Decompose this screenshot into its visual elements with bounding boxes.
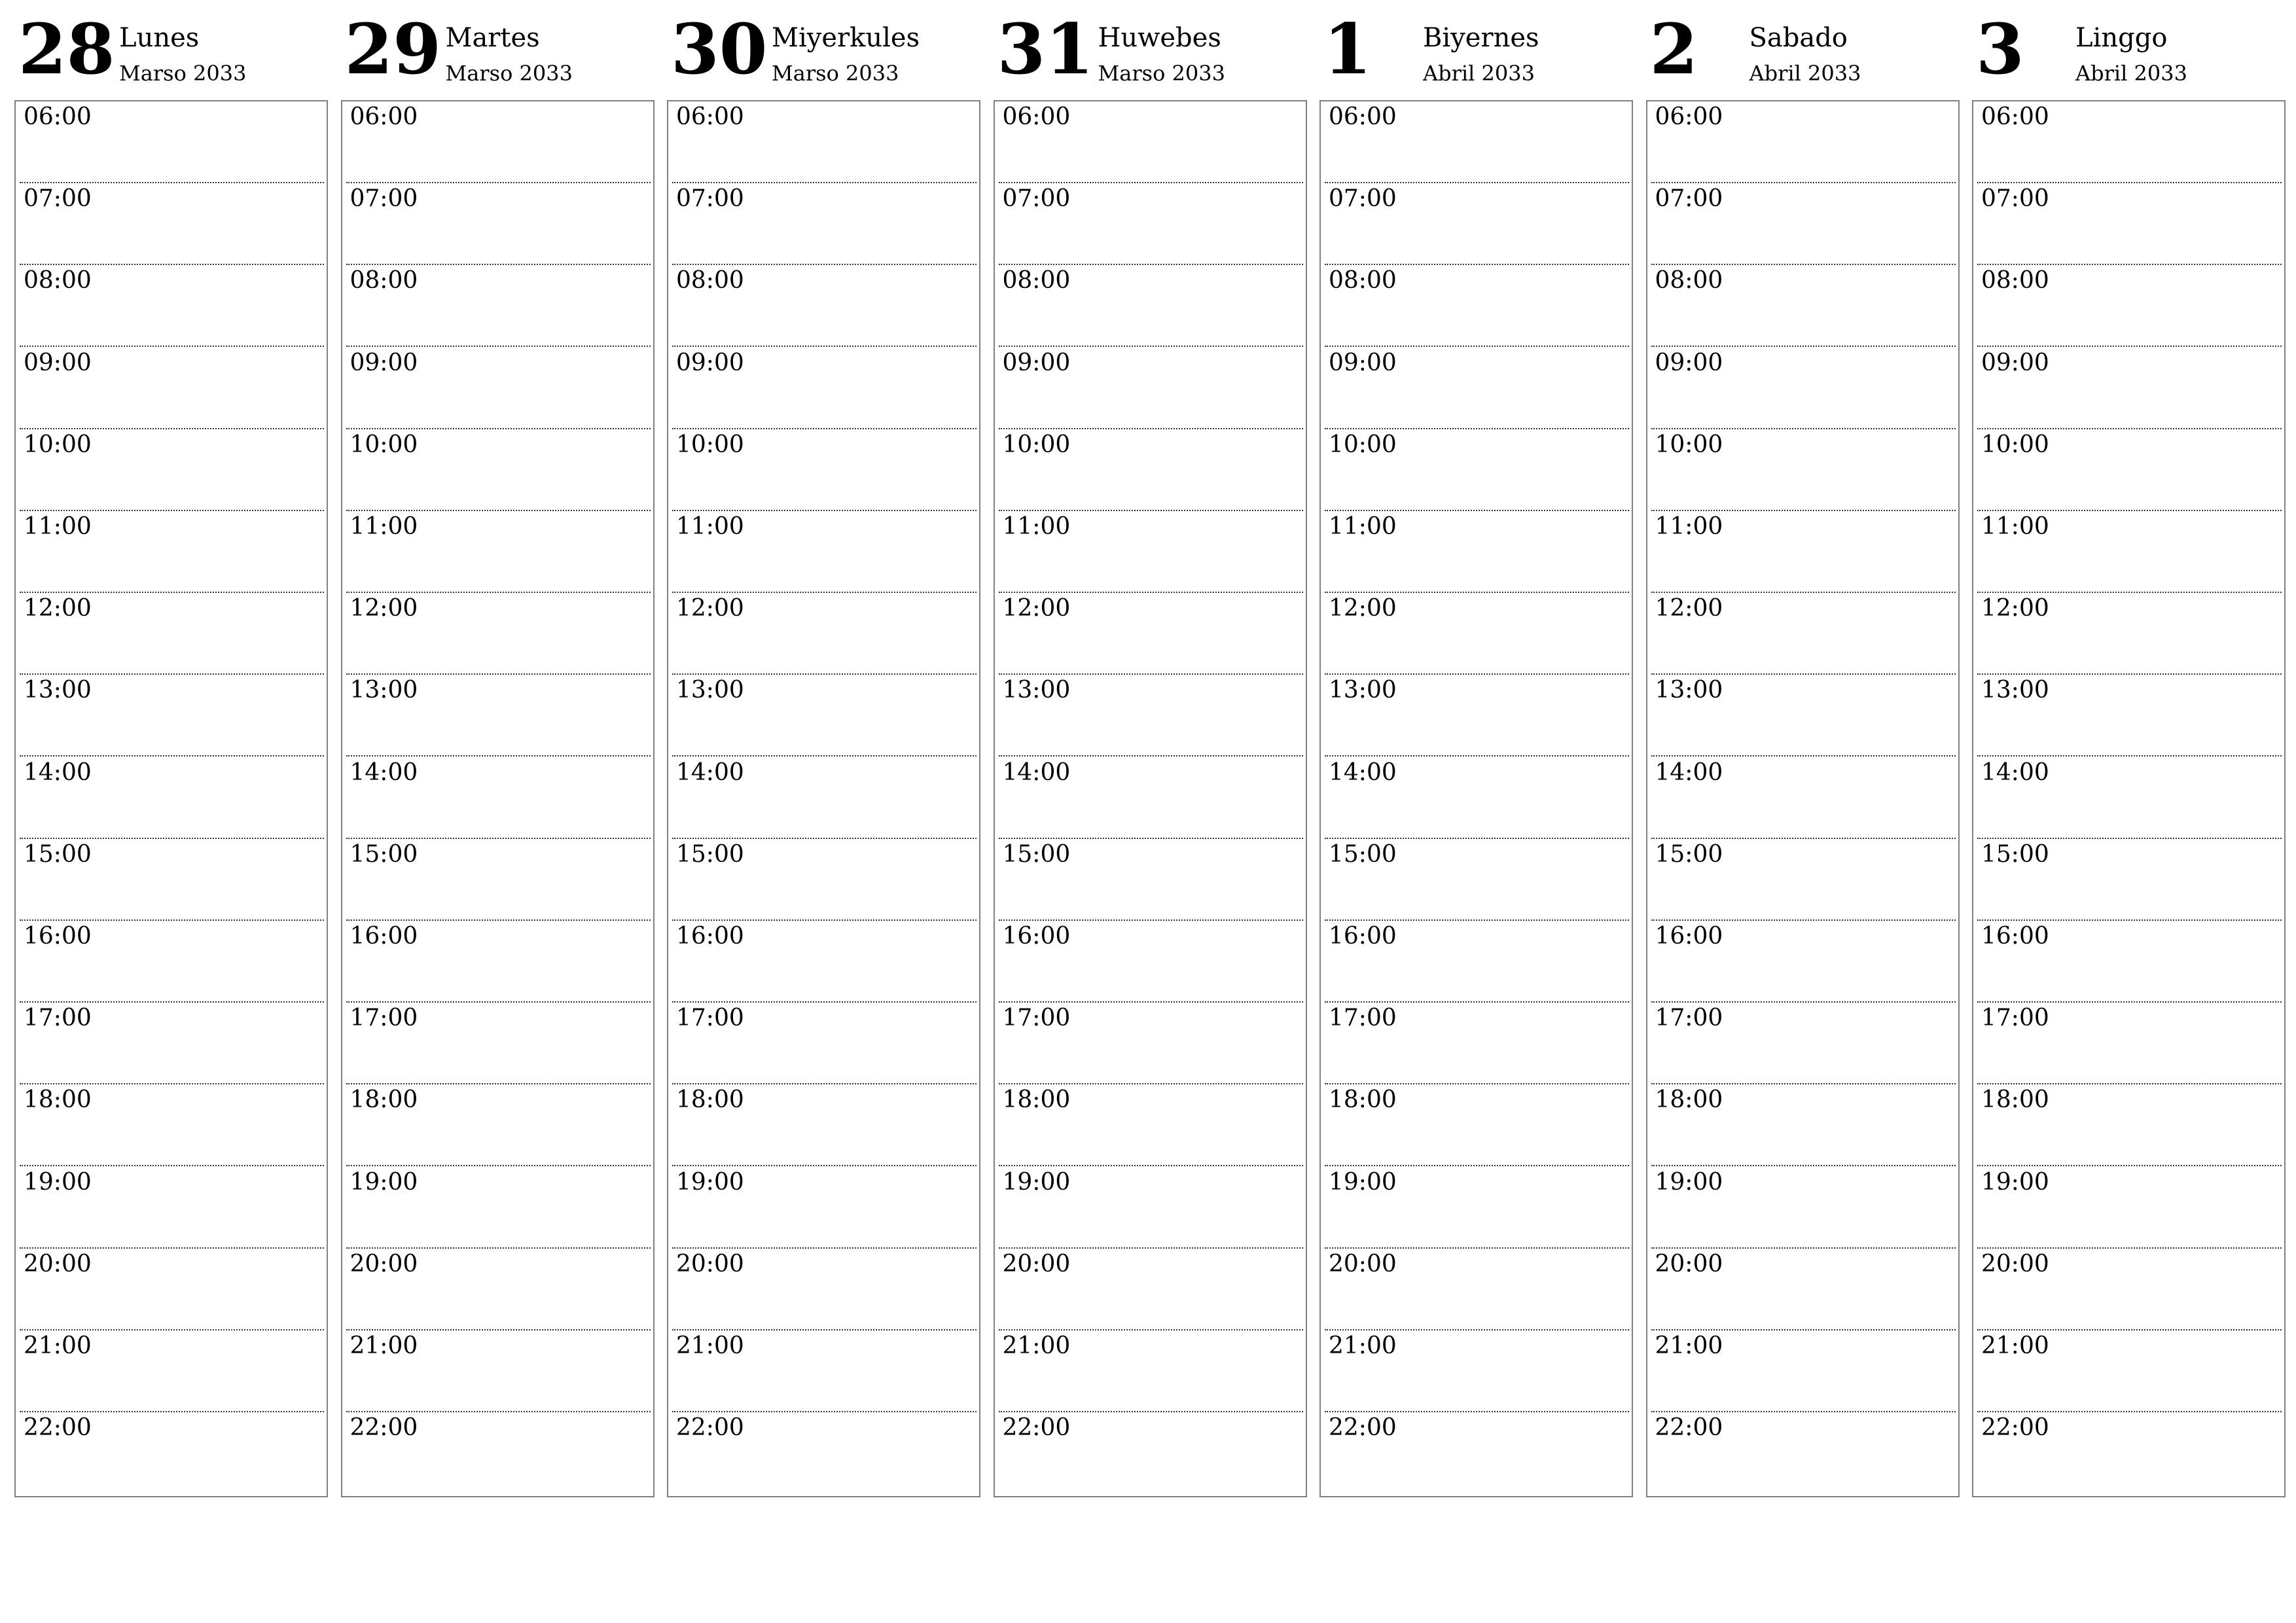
time-label: 18:00 [676,1086,744,1114]
day-schedule-box[interactable] [667,100,980,1497]
time-slot[interactable] [16,429,327,511]
time-label: 18:00 [1981,1086,2049,1114]
day-schedule-box[interactable] [1646,100,1960,1497]
time-slot[interactable] [16,101,327,183]
day-schedule-box[interactable] [994,100,1307,1497]
time-slot[interactable] [668,183,979,265]
time-label: 06:00 [24,103,92,130]
time-label: 09:00 [1329,349,1397,376]
time-label: 08:00 [1002,267,1071,294]
time-slot[interactable] [995,593,1306,675]
time-label: 07:00 [24,185,92,213]
time-label: 22:00 [1655,1414,1723,1442]
time-slot[interactable] [668,101,979,183]
time-slot[interactable] [995,1412,1306,1494]
time-slot[interactable] [668,1167,979,1249]
time-label: 07:00 [1002,185,1071,213]
time-slot[interactable] [995,183,1306,265]
time-label: 22:00 [24,1414,92,1442]
time-slot[interactable] [16,1249,327,1330]
time-label: 15:00 [1655,840,1723,868]
time-label: 09:00 [350,349,418,376]
time-slot[interactable] [1321,348,1632,429]
time-slot[interactable] [1973,1249,2284,1330]
time-slot[interactable] [995,1249,1306,1330]
time-slot[interactable] [342,1330,653,1412]
time-label: 09:00 [1655,349,1723,376]
day-schedule-box[interactable] [1319,100,1633,1497]
time-slot[interactable] [1321,921,1632,1003]
time-label: 19:00 [350,1168,418,1196]
time-label: 13:00 [676,677,744,704]
time-slot[interactable] [668,1084,979,1166]
time-slot[interactable] [1647,101,1958,183]
time-label: 19:00 [1329,1168,1397,1196]
time-label: 08:00 [676,267,744,294]
time-label: 15:00 [676,840,744,868]
day-month-year: Abril 2033 [2075,61,2187,86]
time-label: 19:00 [24,1168,92,1196]
time-label: 14:00 [1981,758,2049,786]
time-label: 20:00 [1981,1250,2049,1277]
time-slot[interactable] [995,675,1306,757]
time-slot[interactable] [342,1084,653,1166]
time-label: 17:00 [1329,1005,1397,1032]
time-slot[interactable] [342,348,653,429]
time-label: 07:00 [1981,185,2049,213]
day-number: 28 [18,8,115,90]
time-label: 22:00 [350,1414,418,1442]
time-slot[interactable] [1973,757,2284,839]
time-slot[interactable] [1973,1003,2284,1084]
time-label: 16:00 [676,923,744,950]
time-slot[interactable] [342,675,653,757]
day-month-year: Marso 2033 [119,61,247,86]
day-header [1646,0,1960,98]
time-label: 20:00 [350,1250,418,1277]
time-label: 08:00 [24,267,92,294]
time-label: 21:00 [1329,1332,1397,1359]
time-label: 12:00 [676,595,744,622]
time-slot[interactable] [1647,183,1958,265]
time-slot[interactable] [1321,265,1632,347]
time-label: 11:00 [1329,513,1397,540]
time-slot[interactable] [1321,101,1632,183]
time-label: 19:00 [1981,1168,2049,1196]
day-header [1319,0,1633,98]
time-slot[interactable] [342,511,653,593]
time-slot[interactable] [342,429,653,511]
time-label: 11:00 [350,513,418,540]
day-name: Huwebes [1098,23,1221,53]
time-label: 21:00 [676,1332,744,1359]
time-label: 22:00 [1002,1414,1071,1442]
time-label: 19:00 [676,1168,744,1196]
time-label: 09:00 [24,349,92,376]
day-name: Sabado [1749,23,1848,53]
time-label: 11:00 [676,513,744,540]
time-slot[interactable] [1321,1167,1632,1249]
time-slot[interactable] [1973,839,2284,921]
time-slot[interactable] [1973,429,2284,511]
time-slot[interactable] [342,757,653,839]
time-label: 20:00 [1329,1250,1397,1277]
time-label: 08:00 [1329,267,1397,294]
time-label: 16:00 [1329,923,1397,950]
time-slot[interactable] [1647,1003,1958,1084]
time-label: 08:00 [350,267,418,294]
time-slot[interactable] [1647,429,1958,511]
time-slot[interactable] [1973,1084,2284,1166]
time-slot[interactable] [16,1412,327,1494]
day-name: Biyernes [1423,23,1539,53]
time-label: 09:00 [676,349,744,376]
time-slot[interactable] [668,1003,979,1084]
time-slot[interactable] [668,1249,979,1330]
time-slot[interactable] [668,675,979,757]
time-slot[interactable] [16,675,327,757]
time-label: 10:00 [1329,431,1397,458]
time-label: 21:00 [1655,1332,1723,1359]
time-label: 07:00 [676,185,744,213]
time-label: 10:00 [1002,431,1071,458]
time-slot[interactable] [1973,1330,2284,1412]
time-slot[interactable] [16,1167,327,1249]
time-slot[interactable] [995,1003,1306,1084]
time-label: 08:00 [1981,267,2049,294]
time-label: 09:00 [1981,349,2049,376]
time-slot[interactable] [995,1167,1306,1249]
time-slot[interactable] [1973,1412,2284,1494]
time-label: 12:00 [1002,595,1071,622]
time-slot[interactable] [1321,1084,1632,1166]
time-slot[interactable] [1647,1167,1958,1249]
day-schedule-box[interactable] [341,100,655,1497]
time-slot[interactable] [16,593,327,675]
time-label: 22:00 [1981,1414,2049,1442]
day-number: 1 [1323,8,1372,90]
time-label: 14:00 [1002,758,1071,786]
time-slot[interactable] [1647,839,1958,921]
time-label: 10:00 [350,431,418,458]
time-label: 07:00 [1655,185,1723,213]
time-slot[interactable] [1647,757,1958,839]
time-slot[interactable] [1647,1249,1958,1330]
time-slot[interactable] [995,757,1306,839]
time-slot[interactable] [1973,593,2284,675]
time-slot[interactable] [668,839,979,921]
time-slot[interactable] [342,593,653,675]
time-slot[interactable] [1973,1167,2284,1249]
time-slot[interactable] [995,429,1306,511]
time-slot[interactable] [1973,921,2284,1003]
time-slot[interactable] [342,1167,653,1249]
time-slot[interactable] [995,921,1306,1003]
time-label: 15:00 [350,840,418,868]
time-label: 21:00 [1981,1332,2049,1359]
time-slot[interactable] [1321,839,1632,921]
time-label: 12:00 [1329,595,1397,622]
time-label: 16:00 [1002,923,1071,950]
time-label: 16:00 [24,923,92,950]
time-label: 10:00 [1655,431,1723,458]
time-slot[interactable] [995,1330,1306,1412]
time-label: 11:00 [1981,513,2049,540]
time-slot[interactable] [342,183,653,265]
time-slot[interactable] [342,1412,653,1494]
time-slot[interactable] [1647,1084,1958,1166]
day-header [667,0,980,98]
time-label: 14:00 [24,758,92,786]
time-label: 22:00 [676,1414,744,1442]
time-label: 10:00 [1981,431,2049,458]
time-label: 21:00 [350,1332,418,1359]
day-number: 30 [671,8,768,90]
day-month-year: Marso 2033 [1098,61,1225,86]
time-slot[interactable] [1647,265,1958,347]
time-label: 14:00 [1655,758,1723,786]
time-label: 06:00 [1981,103,2049,130]
time-label: 17:00 [1655,1005,1723,1032]
time-label: 17:00 [350,1005,418,1032]
time-label: 11:00 [1002,513,1071,540]
time-label: 17:00 [1002,1005,1071,1032]
day-name: Lunes [119,23,200,53]
time-label: 15:00 [1981,840,2049,868]
day-number: 2 [1649,8,1698,90]
time-slot[interactable] [668,1412,979,1494]
day-header [1972,0,2286,98]
time-slot[interactable] [1973,265,2284,347]
time-slot[interactable] [1973,101,2284,183]
day-month-year: Marso 2033 [445,61,573,86]
time-label: 06:00 [1002,103,1071,130]
time-label: 13:00 [1002,677,1071,704]
time-label: 06:00 [1329,103,1397,130]
time-label: 16:00 [1655,923,1723,950]
time-slot[interactable] [16,511,327,593]
time-slot[interactable] [342,1003,653,1084]
time-label: 18:00 [24,1086,92,1114]
time-slot[interactable] [16,1330,327,1412]
time-label: 07:00 [1329,185,1397,213]
time-label: 18:00 [1655,1086,1723,1114]
day-number: 31 [997,8,1094,90]
time-label: 18:00 [1002,1086,1071,1114]
time-slot[interactable] [16,921,327,1003]
time-slot[interactable] [1647,1330,1958,1412]
time-label: 15:00 [1329,840,1397,868]
time-label: 13:00 [1329,677,1397,704]
time-slot[interactable] [342,839,653,921]
time-label: 06:00 [676,103,744,130]
time-slot[interactable] [668,348,979,429]
time-label: 17:00 [676,1005,744,1032]
time-label: 07:00 [350,185,418,213]
time-slot[interactable] [342,265,653,347]
time-label: 19:00 [1655,1168,1723,1196]
time-label: 12:00 [1981,595,2049,622]
time-slot[interactable] [1321,1003,1632,1084]
day-name: Miyerkules [772,23,920,53]
day-header [14,0,328,98]
day-month-year: Abril 2033 [1749,61,1861,86]
time-slot[interactable] [1647,921,1958,1003]
time-slot[interactable] [1321,1249,1632,1330]
time-label: 06:00 [1655,103,1723,130]
time-label: 13:00 [1981,677,2049,704]
time-slot[interactable] [1973,348,2284,429]
time-slot[interactable] [1321,593,1632,675]
time-label: 17:00 [1981,1005,2049,1032]
time-label: 08:00 [1655,267,1723,294]
time-label: 10:00 [24,431,92,458]
time-slot[interactable] [16,1084,327,1166]
time-label: 15:00 [24,840,92,868]
time-slot[interactable] [1973,511,2284,593]
time-slot[interactable] [16,757,327,839]
time-slot[interactable] [668,265,979,347]
time-label: 21:00 [1002,1332,1071,1359]
time-label: 20:00 [24,1250,92,1277]
time-slot[interactable] [1321,1412,1632,1494]
time-slot[interactable] [668,511,979,593]
time-label: 14:00 [350,758,418,786]
time-slot[interactable] [995,101,1306,183]
time-slot[interactable] [1321,675,1632,757]
time-slot[interactable] [16,839,327,921]
time-label: 20:00 [1655,1250,1723,1277]
time-label: 11:00 [1655,513,1723,540]
time-slot[interactable] [668,429,979,511]
time-slot[interactable] [995,265,1306,347]
time-label: 13:00 [350,677,418,704]
time-label: 20:00 [676,1250,744,1277]
time-slot[interactable] [995,1084,1306,1166]
time-label: 10:00 [676,431,744,458]
day-number: 3 [1976,8,2024,90]
time-slot[interactable] [1647,348,1958,429]
day-header [994,0,1307,98]
time-slot[interactable] [995,348,1306,429]
day-schedule-box[interactable] [1972,100,2286,1497]
time-label: 09:00 [1002,349,1071,376]
time-label: 14:00 [1329,758,1397,786]
time-slot[interactable] [668,1330,979,1412]
time-slot[interactable] [1321,757,1632,839]
time-label: 12:00 [350,595,418,622]
time-slot[interactable] [342,101,653,183]
time-label: 06:00 [350,103,418,130]
time-slot[interactable] [16,265,327,347]
time-slot[interactable] [1321,429,1632,511]
time-label: 19:00 [1002,1168,1071,1196]
time-label: 22:00 [1329,1414,1397,1442]
day-month-year: Abril 2033 [1423,61,1535,86]
time-slot[interactable] [1647,593,1958,675]
time-slot[interactable] [1321,1330,1632,1412]
time-label: 11:00 [24,513,92,540]
day-schedule-box[interactable] [14,100,328,1497]
time-slot[interactable] [16,1003,327,1084]
time-slot[interactable] [16,348,327,429]
time-slot[interactable] [16,183,327,265]
time-slot[interactable] [668,757,979,839]
time-slot[interactable] [668,593,979,675]
time-label: 18:00 [350,1086,418,1114]
time-slot[interactable] [342,1249,653,1330]
time-slot[interactable] [342,921,653,1003]
time-label: 17:00 [24,1005,92,1032]
time-slot[interactable] [995,839,1306,921]
time-slot[interactable] [1321,511,1632,593]
time-slot[interactable] [995,511,1306,593]
day-name: Martes [445,23,540,53]
time-label: 12:00 [24,595,92,622]
time-label: 16:00 [350,923,418,950]
day-month-year: Marso 2033 [772,61,899,86]
time-slot[interactable] [1647,675,1958,757]
day-number: 29 [344,8,442,90]
time-label: 15:00 [1002,840,1071,868]
time-slot[interactable] [1647,1412,1958,1494]
time-label: 13:00 [1655,677,1723,704]
day-name: Linggo [2075,23,2168,53]
time-slot[interactable] [1973,675,2284,757]
time-slot[interactable] [1321,183,1632,265]
time-slot[interactable] [1647,511,1958,593]
time-label: 16:00 [1981,923,2049,950]
time-label: 21:00 [24,1332,92,1359]
time-label: 18:00 [1329,1086,1397,1114]
time-label: 20:00 [1002,1250,1071,1277]
time-label: 12:00 [1655,595,1723,622]
time-label: 13:00 [24,677,92,704]
time-slot[interactable] [668,921,979,1003]
time-label: 14:00 [676,758,744,786]
day-header [341,0,655,98]
time-slot[interactable] [1973,183,2284,265]
